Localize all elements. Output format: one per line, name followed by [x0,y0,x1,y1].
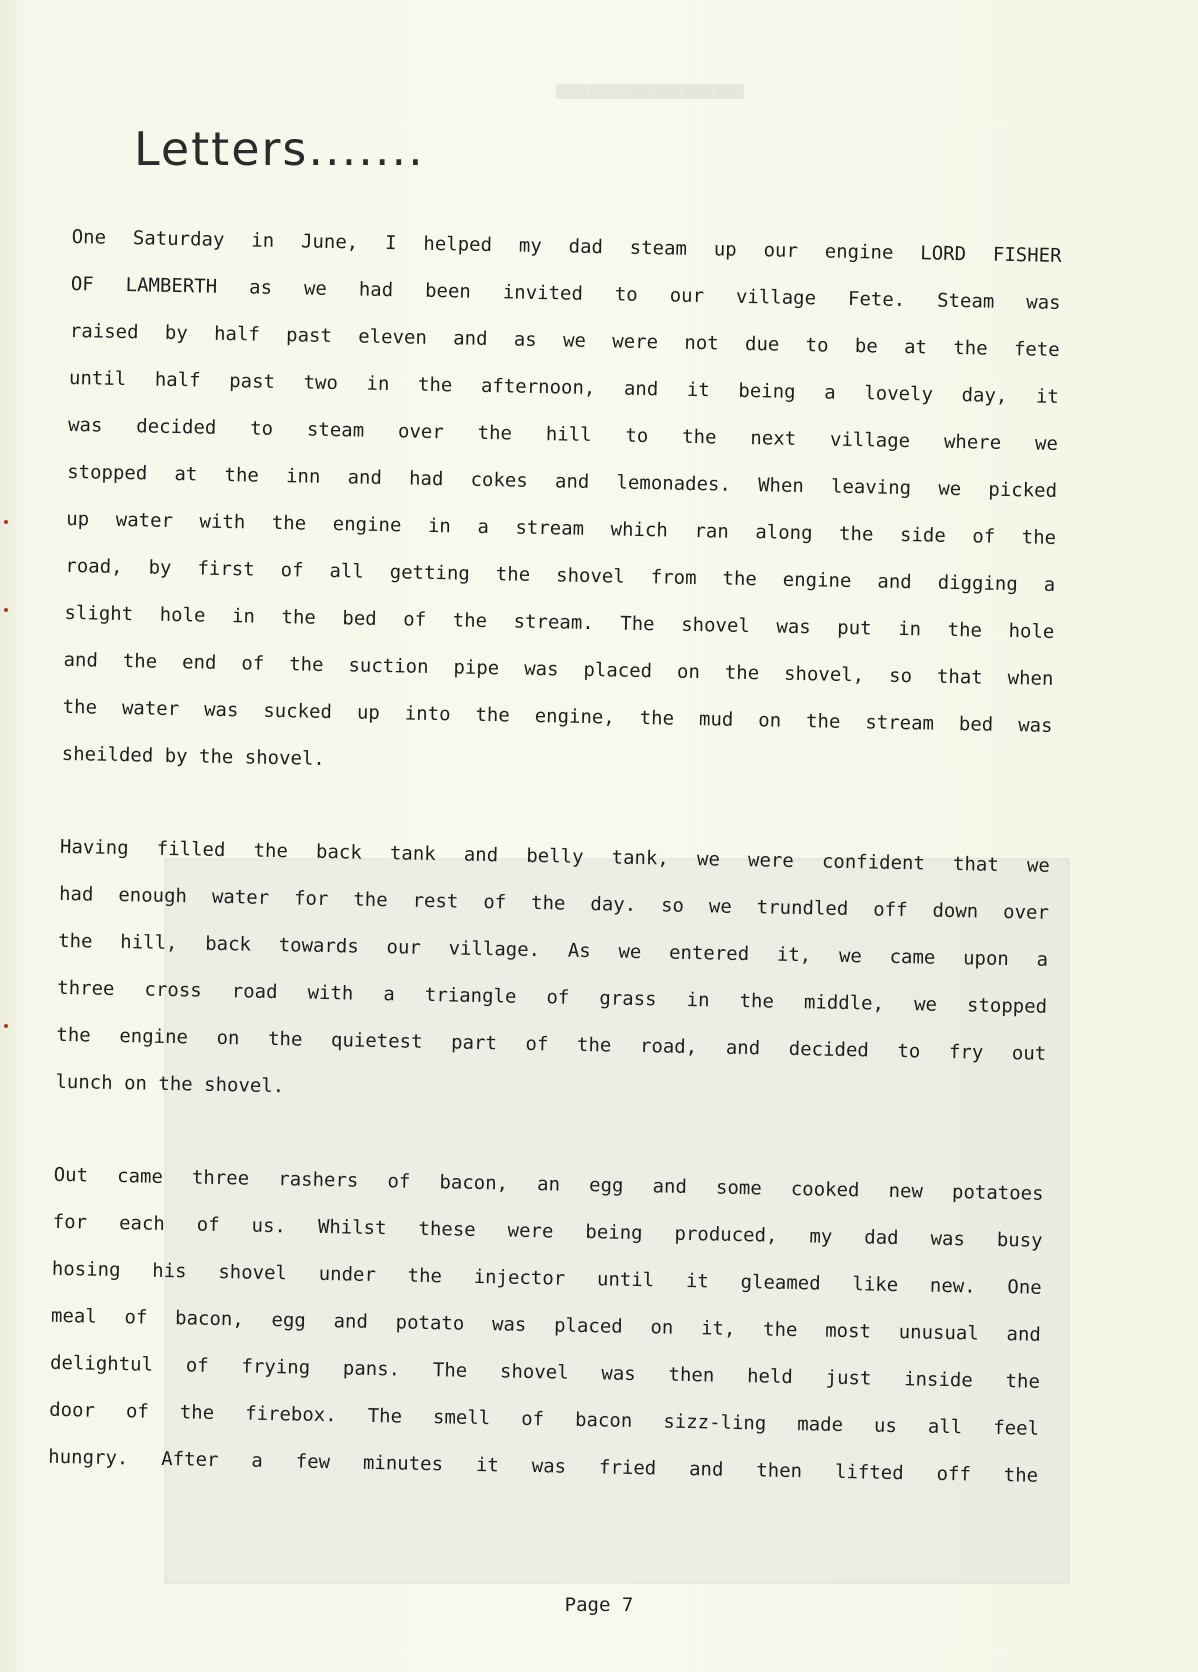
text-line: door of the firebox. The smell of bacon sizz-ling made us all feel [48,1398,1040,1440]
paragraph [48,1160,1044,1508]
reverse-side-show-through: ▬▬▬▬▬▬ [170,58,1130,1618]
edge-mark [4,520,8,524]
text-line: three cross road with a triangle of grass in the middle, we stopped [57,976,1048,1018]
text-line: hosing his shovel under the injector until it gleamed like new. One [51,1257,1042,1299]
text-line: raised by half past eleven and as we were not due to be at the fete [69,319,1060,361]
text-line: road, by first of all getting the shovel from the engine and digging a [65,554,1056,596]
page-title: Letters....... [134,122,425,176]
page-number: Page 7 [564,1594,634,1616]
text-line: Having filled the back tank and belly tank, we were confident that we [59,835,1051,877]
text-line: was decided to steam over the hill to the next village where we [67,413,1059,455]
paragraph [61,222,1062,805]
text-line: stopped at the inn and had cokes and lemonades. When leaving we picked [66,460,1058,502]
text-line: lunch on the shovel. [55,1070,285,1098]
text-line: OF LAMBERTH as we had been invited to our village Fete. Steam was [70,272,1061,314]
text-line: Out came three rashers of bacon, an egg and some cooked new potatoes [53,1163,1044,1205]
letter-body [48,222,1062,1508]
text-line: delightul of frying pans. The shovel was then held just inside the [49,1351,1041,1393]
text-line: meal of bacon, egg and potato was placed on it, the most unusual and [50,1304,1042,1346]
edge-mark [4,1024,8,1028]
text-line: the hill, back towards our village. As we entered it, we came upon a [57,929,1049,971]
paragraph [55,832,1050,1133]
text-line: One Saturday in June, I helped my dad steam up our engine LORD FISHER [71,225,1062,268]
text-line: had enough water for the rest of the day. so we trundled off down over [58,882,1050,924]
text-line: hungry. After a few minutes it was fried and then lifted off the [48,1445,1039,1487]
text-line: up water with the engine in a stream which ran along the side of the [66,507,1057,549]
text-line: and the end of the suction pipe was placed on the shovel, so that when [63,648,1054,690]
text-line: the engine on the quietest part of the road, and decided to fry out [56,1023,1047,1065]
text-line: for each of us. Whilst these were being produced, my dad was busy [52,1210,1043,1252]
text-line: sheilded by the shovel. [61,742,326,770]
text-line: until half past two in the afternoon, and it being a lovely day, it [68,366,1060,408]
edge-mark [4,608,8,612]
text-line: the water was sucked up into the engine, the mud on the stream bed was [62,695,1053,737]
text-line: slight hole in the bed of the stream. The shovel was put in the hole [64,601,1055,643]
